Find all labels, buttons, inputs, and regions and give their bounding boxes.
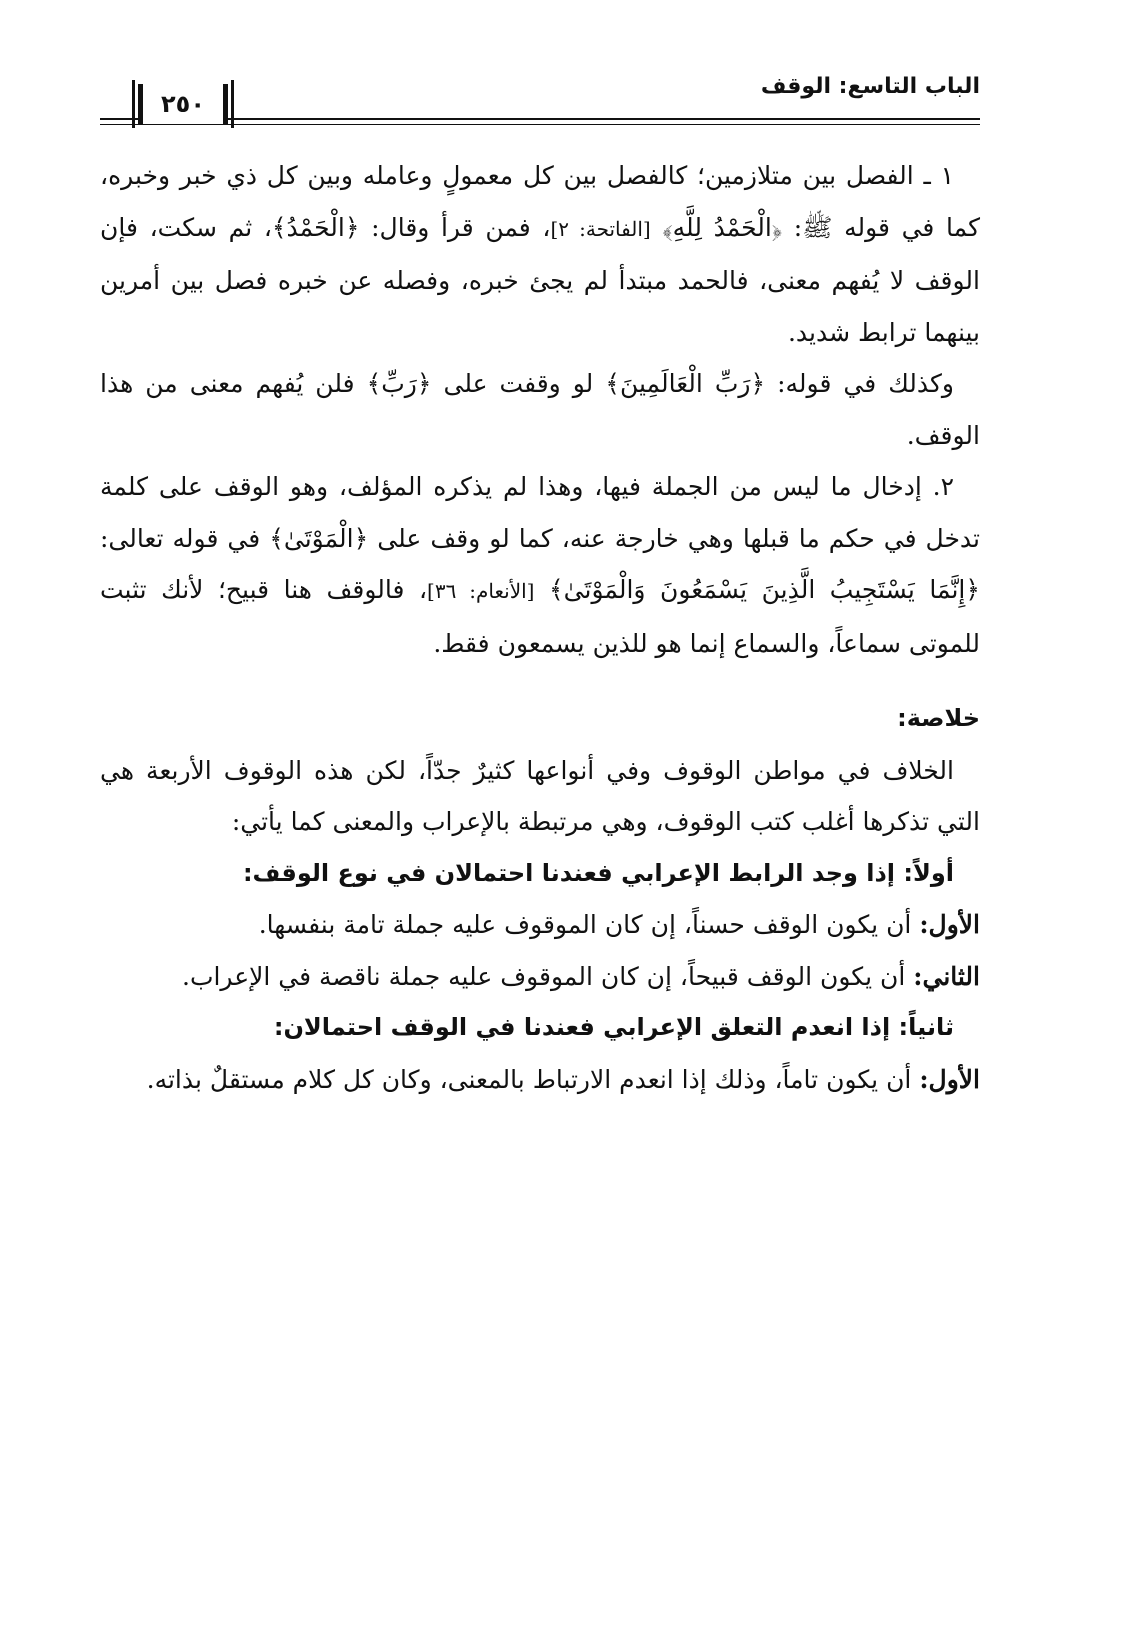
first-case-option-2	[100, 951, 980, 1003]
paragraph-text: ٢. إدخال ما ليس من الجملة فيها، وهذا لم يذكره المؤلف، وهو الوقف على كلمة تدخل في حكم ما قبلها وهي خارجة عنه، كما لو وقف على ﴿الْمَوْتَىٰ﴾ في قوله تعالى: ﴿إِنَّمَا يَسْتَجِيبُ الَّذِينَ يَسْمَعُونَ وَالْمَوْتَىٰ﴾	[100, 472, 980, 604]
second-case-option-1	[100, 1054, 980, 1106]
quran-reference: [الأنعام: ٣٦]	[427, 579, 535, 603]
summary-paragraph: الخلاف في مواطن الوقوف وفي أنواعها كثيرٌ جدّاً، لكن هذه الوقوف الأربعة هي التي تذكرها أغلب كتب الوقوف، وهي مرتبطة بالإعراب والمعنى كما يأتي:	[100, 755, 980, 836]
paragraph-insertion	[100, 461, 980, 669]
second-case-heading: ثانياً: إذا انعدم التعلق الإعرابي فعندنا في الوقف احتمالان:	[273, 1013, 954, 1041]
publisher-logo	[8, 1568, 118, 1640]
option-text: أن يكون تاماً، وذلك إذا انعدم الارتباط بالمعنى، وكان كل كلام مستقلٌ بذاته.	[146, 1064, 920, 1094]
option-label: الأول:	[919, 1064, 980, 1094]
quran-reference: [الفاتحة: ٢]	[550, 216, 651, 241]
summary-heading: خلاصة:	[897, 704, 980, 732]
first-case-heading: أولاً: إذا وجد الرابط الإعرابي فعندنا احتمالان في نوع الوقف:	[242, 858, 954, 887]
paragraph-text: ، فالوقف هنا قبيح؛ لأنك تثبت للموتى سماعاً، والسماع إنما هو للذين يسمعون فقط.	[100, 575, 980, 658]
page-header	[100, 68, 980, 132]
paragraph-text: ، فمن قرأ وقال: ﴿الْحَمْدُ﴾، ثم سكت، فإن الوقف لا يُفهم معنى، فالحمد مبتدأ لم يجئ خبره، وفصله عن خبره فصل بين أمرين بينهما ترابط شديد.	[100, 212, 980, 347]
page-number: ٢٥٠	[138, 84, 228, 124]
paragraph-example: وكذلك في قوله: ﴿رَبِّ الْعَالَمِينَ﴾ لو وقفت على ﴿رَبِّ﴾ فلن يُفهم معنى من هذا الوقف.	[100, 369, 980, 450]
option-label: الأول:	[919, 910, 980, 939]
paragraph-text: ١ ـ الفصل بين متلازمين؛ كالفصل بين كل معمولٍ وعامله وبين كل ذي خبر وخبره، كما في قوله ﷺ: ﴿الْحَمْدُ لِلَّهِ﴾	[100, 161, 981, 242]
option-text: أن يكون الوقف قبيحاً، إن كان الموقوف عليه جملة ناقصة في الإعراب.	[182, 961, 914, 991]
option-label: الثاني:	[913, 961, 980, 991]
paragraph-separation	[100, 150, 980, 358]
chapter-title: الباب التاسع: الوقف	[760, 74, 980, 99]
first-case-option-1	[100, 899, 980, 951]
page-body	[100, 150, 980, 1105]
option-text: أن يكون الوقف حسناً، إن كان الموقوف عليه جملة تامة بنفسها.	[258, 910, 920, 939]
